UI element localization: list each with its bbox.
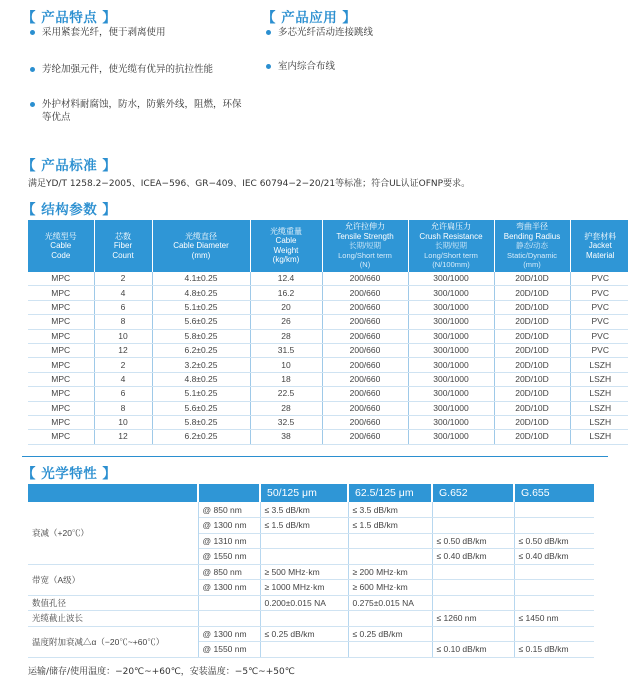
- table-cell: 200/660: [322, 430, 408, 444]
- table-cell: 3.2±0.25: [152, 358, 250, 372]
- table-cell: 300/1000: [408, 315, 494, 329]
- table-cell: 5.6±0.25: [152, 401, 250, 415]
- structure-header-row: [28, 220, 628, 272]
- feature-item: [42, 64, 272, 77]
- optical-header-row: [28, 484, 594, 502]
- table-cell: 38: [250, 430, 322, 444]
- value-cell: [260, 533, 348, 549]
- table-cell: 200/660: [322, 272, 408, 286]
- table-cell: 300/1000: [408, 272, 494, 286]
- table-cell: 12: [94, 430, 152, 444]
- temp-attenuation-label: 温度附加衰减△α（−20℃~+60℃）: [28, 626, 198, 657]
- value-cell: [348, 533, 432, 549]
- table-cell: 20D/10D: [494, 315, 570, 329]
- table-cell: 300/1000: [408, 401, 494, 415]
- table-cell: 10: [94, 415, 152, 429]
- table-cell: 5.8±0.25: [152, 415, 250, 429]
- header-fiber-count: 芯数 Fiber Count: [94, 220, 152, 272]
- bullet-icon: [30, 102, 35, 107]
- table-cell: 4.8±0.25: [152, 286, 250, 300]
- optical-header-62-5-125: 62.5/125 μm: [348, 484, 432, 502]
- table-cell: PVC: [570, 286, 628, 300]
- table-row: [28, 595, 594, 611]
- value-cell: [514, 626, 594, 642]
- footer-temperature-note: 运输/储存/使用温度：−20℃~+60℃，安装温度：−5℃~+50℃: [28, 667, 295, 677]
- feature-item: [42, 99, 242, 124]
- table-cell: 20D/10D: [494, 372, 570, 386]
- table-cell: 18: [250, 372, 322, 386]
- value-cell: ≤ 0.15 dB/km: [514, 642, 594, 658]
- table-cell: 32.5: [250, 415, 322, 429]
- value-cell: ≤ 3.5 dB/km: [260, 502, 348, 518]
- table-cell: 300/1000: [408, 343, 494, 357]
- value-cell: [348, 549, 432, 565]
- standard-title: 【 产品标准 】: [22, 158, 117, 174]
- value-cell: ≤ 0.50 dB/km: [432, 533, 514, 549]
- table-cell: 200/660: [322, 401, 408, 415]
- structure-table: [28, 220, 628, 445]
- table-cell: 4: [94, 372, 152, 386]
- bullet-icon: [30, 30, 35, 35]
- optical-table: [28, 484, 594, 658]
- table-cell: LSZH: [570, 415, 628, 429]
- table-row: [28, 300, 628, 314]
- table-cell: MPC: [28, 300, 94, 314]
- value-cell: ≥ 1000 MHz·km: [260, 580, 348, 596]
- table-cell: MPC: [28, 415, 94, 429]
- table-cell: 20D/10D: [494, 401, 570, 415]
- bandwidth-label: 带宽（A级）: [28, 564, 198, 595]
- value-cell: [260, 549, 348, 565]
- value-cell: ≤ 0.50 dB/km: [514, 533, 594, 549]
- table-cell: 300/1000: [408, 387, 494, 401]
- table-cell: 20: [250, 300, 322, 314]
- header-crush-resistance: 允许扁压力 Crush Resistance 长期/短期 Long/Short term (N/100mm): [408, 220, 494, 272]
- table-cell: 5.6±0.25: [152, 315, 250, 329]
- empty-cell: [198, 611, 260, 627]
- table-cell: 20D/10D: [494, 387, 570, 401]
- features-title: 【 产品特点 】: [22, 10, 117, 26]
- table-cell: MPC: [28, 343, 94, 357]
- bullet-icon: [30, 67, 35, 72]
- table-cell: 31.5: [250, 343, 322, 357]
- table-cell: 200/660: [322, 387, 408, 401]
- table-cell: 20D/10D: [494, 300, 570, 314]
- value-cell: [514, 580, 594, 596]
- table-cell: 6: [94, 300, 152, 314]
- table-cell: MPC: [28, 329, 94, 343]
- table-cell: PVC: [570, 343, 628, 357]
- table-cell: 300/1000: [408, 372, 494, 386]
- table-cell: 200/660: [322, 286, 408, 300]
- structure-title: 【 结构参数 】: [22, 202, 117, 218]
- value-cell: 0.200±0.015 NA: [260, 595, 348, 611]
- table-cell: 200/660: [322, 343, 408, 357]
- table-cell: 4.8±0.25: [152, 372, 250, 386]
- value-cell: [432, 595, 514, 611]
- optical-header-g652: G.652: [432, 484, 514, 502]
- feature-text: 芳纶加强元件，使光缆有优异的抗拉性能: [42, 64, 214, 75]
- table-cell: LSZH: [570, 401, 628, 415]
- value-cell: [514, 595, 594, 611]
- table-cell: 28: [250, 401, 322, 415]
- application-text: 室内综合布线: [278, 61, 336, 72]
- optical-header-g655: G.655: [514, 484, 594, 502]
- table-row: [28, 315, 628, 329]
- table-row: [28, 358, 628, 372]
- wavelength-cell: @ 1300 nm: [198, 518, 260, 534]
- value-cell: ≤ 0.10 dB/km: [432, 642, 514, 658]
- table-cell: 200/660: [322, 415, 408, 429]
- table-cell: 22.5: [250, 387, 322, 401]
- table-cell: 20D/10D: [494, 430, 570, 444]
- feature-text: 采用紧套光纤，便于剥离使用: [42, 27, 166, 38]
- bullet-icon: [266, 64, 271, 69]
- value-cell: [432, 564, 514, 580]
- value-cell: [432, 518, 514, 534]
- value-cell: [514, 518, 594, 534]
- feature-text: 外护材料耐腐蚀，防水，防紫外线，阻燃，环保等优点: [42, 99, 242, 123]
- table-cell: 300/1000: [408, 430, 494, 444]
- wavelength-cell: @ 1550 nm: [198, 642, 260, 658]
- application-item: [278, 27, 478, 40]
- header-bending-radius: 弯曲半径 Bending Radius 静态/动态 Static/Dynamic (mm): [494, 220, 570, 272]
- value-cell: ≤ 1260 nm: [432, 611, 514, 627]
- table-cell: MPC: [28, 286, 94, 300]
- table-cell: MPC: [28, 272, 94, 286]
- header-cable-diameter: 光缆直径 Cable Diameter (mm): [152, 220, 250, 272]
- table-cell: 10: [94, 329, 152, 343]
- wavelength-cell: @ 1550 nm: [198, 549, 260, 565]
- bullet-icon: [266, 30, 271, 35]
- table-cell: 200/660: [322, 372, 408, 386]
- table-cell: 20D/10D: [494, 286, 570, 300]
- table-cell: LSZH: [570, 387, 628, 401]
- table-cell: 6.2±0.25: [152, 430, 250, 444]
- optical-header-50-125: 50/125 μm: [260, 484, 348, 502]
- table-cell: MPC: [28, 358, 94, 372]
- table-row: [28, 272, 628, 286]
- table-row: [28, 611, 594, 627]
- value-cell: ≤ 1450 nm: [514, 611, 594, 627]
- table-cell: 26: [250, 315, 322, 329]
- value-cell: ≤ 1.5 dB/km: [348, 518, 432, 534]
- table-row: [28, 430, 628, 444]
- table-cell: 20D/10D: [494, 329, 570, 343]
- table-row: [28, 387, 628, 401]
- table-cell: LSZH: [570, 372, 628, 386]
- table-cell: 20D/10D: [494, 358, 570, 372]
- wavelength-cell: @ 850 nm: [198, 502, 260, 518]
- table-cell: 200/660: [322, 358, 408, 372]
- value-cell: [432, 502, 514, 518]
- table-cell: MPC: [28, 401, 94, 415]
- value-cell: [514, 564, 594, 580]
- application-item: [278, 61, 478, 74]
- header-tensile-strength: 允许拉伸力 Tensile Strength 长期/短期 Long/Short term (N): [322, 220, 408, 272]
- table-cell: MPC: [28, 315, 94, 329]
- table-cell: 8: [94, 315, 152, 329]
- table-cell: PVC: [570, 272, 628, 286]
- cutoff-label: 光缆截止波长: [28, 611, 198, 627]
- table-cell: 5.8±0.25: [152, 329, 250, 343]
- table-cell: 12: [94, 343, 152, 357]
- table-cell: MPC: [28, 387, 94, 401]
- na-label: 数值孔径: [28, 595, 198, 611]
- table-cell: 20D/10D: [494, 272, 570, 286]
- table-cell: 5.1±0.25: [152, 387, 250, 401]
- header-cable-weight: 光缆重量 Cable Weight (kg/km): [250, 220, 322, 272]
- table-row: [28, 401, 628, 415]
- table-cell: PVC: [570, 300, 628, 314]
- table-cell: MPC: [28, 372, 94, 386]
- table-row: [28, 626, 594, 642]
- value-cell: [348, 611, 432, 627]
- wavelength-cell: @ 850 nm: [198, 564, 260, 580]
- table-row: [28, 329, 628, 343]
- optical-title: 【 光学特性 】: [22, 466, 117, 482]
- table-cell: 300/1000: [408, 286, 494, 300]
- empty-cell: [198, 595, 260, 611]
- table-cell: 4.1±0.25: [152, 272, 250, 286]
- value-cell: ≤ 0.40 dB/km: [514, 549, 594, 565]
- wavelength-cell: @ 1300 nm: [198, 580, 260, 596]
- wavelength-cell: @ 1310 nm: [198, 533, 260, 549]
- table-cell: 6: [94, 387, 152, 401]
- value-cell: [260, 611, 348, 627]
- table-cell: 300/1000: [408, 415, 494, 429]
- value-cell: ≤ 1.5 dB/km: [260, 518, 348, 534]
- table-cell: 200/660: [322, 300, 408, 314]
- table-cell: 8: [94, 401, 152, 415]
- table-cell: PVC: [570, 315, 628, 329]
- value-cell: [260, 642, 348, 658]
- table-cell: 300/1000: [408, 329, 494, 343]
- attenuation-label: 衰减（+20℃）: [28, 502, 198, 564]
- table-cell: 200/660: [322, 315, 408, 329]
- value-cell: ≤ 0.25 dB/km: [348, 626, 432, 642]
- value-cell: [432, 580, 514, 596]
- table-cell: LSZH: [570, 358, 628, 372]
- optical-header-blank: [28, 484, 198, 502]
- table-row: [28, 564, 594, 580]
- table-cell: 20D/10D: [494, 415, 570, 429]
- value-cell: ≤ 0.40 dB/km: [432, 549, 514, 565]
- header-cable-code: 光缆型号 Cable Code: [28, 220, 94, 272]
- feature-item: [42, 27, 252, 40]
- table-cell: LSZH: [570, 430, 628, 444]
- header-jacket-material: 护套材料 Jacket Material: [570, 220, 628, 272]
- table-row: [28, 286, 628, 300]
- table-cell: MPC: [28, 430, 94, 444]
- application-text: 多芯光纤活动连接跳线: [278, 27, 374, 38]
- table-row: [28, 372, 628, 386]
- value-cell: ≤ 0.25 dB/km: [260, 626, 348, 642]
- table-cell: 10: [250, 358, 322, 372]
- table-cell: 28: [250, 329, 322, 343]
- table-cell: 2: [94, 272, 152, 286]
- value-cell: ≥ 200 MHz·km: [348, 564, 432, 580]
- table-row: [28, 343, 628, 357]
- table-cell: 200/660: [322, 329, 408, 343]
- table-cell: 20D/10D: [494, 343, 570, 357]
- table-cell: 4: [94, 286, 152, 300]
- value-cell: ≤ 3.5 dB/km: [348, 502, 432, 518]
- table-cell: PVC: [570, 329, 628, 343]
- value-cell: 0.275±0.015 NA: [348, 595, 432, 611]
- value-cell: [432, 626, 514, 642]
- value-cell: [348, 642, 432, 658]
- applications-title: 【 产品应用 】: [262, 10, 357, 26]
- table-cell: 5.1±0.25: [152, 300, 250, 314]
- table-cell: 6.2±0.25: [152, 343, 250, 357]
- wavelength-cell: @ 1300 nm: [198, 626, 260, 642]
- table-row: [28, 502, 594, 518]
- value-cell: [514, 502, 594, 518]
- optical-header-blank: [198, 484, 260, 502]
- table-cell: 2: [94, 358, 152, 372]
- table-cell: 16.2: [250, 286, 322, 300]
- table-cell: 300/1000: [408, 300, 494, 314]
- table-row: [28, 415, 628, 429]
- table-cell: 12.4: [250, 272, 322, 286]
- value-cell: ≥ 500 MHz·km: [260, 564, 348, 580]
- section-divider: [22, 456, 608, 457]
- standard-text: 满足YD/T 1258.2−2005、ICEA−596、GR−409、IEC 60794−2−20/21等标准；符合UL认证OFNP要求。: [28, 179, 471, 189]
- value-cell: ≥ 600 MHz·km: [348, 580, 432, 596]
- table-cell: 300/1000: [408, 358, 494, 372]
